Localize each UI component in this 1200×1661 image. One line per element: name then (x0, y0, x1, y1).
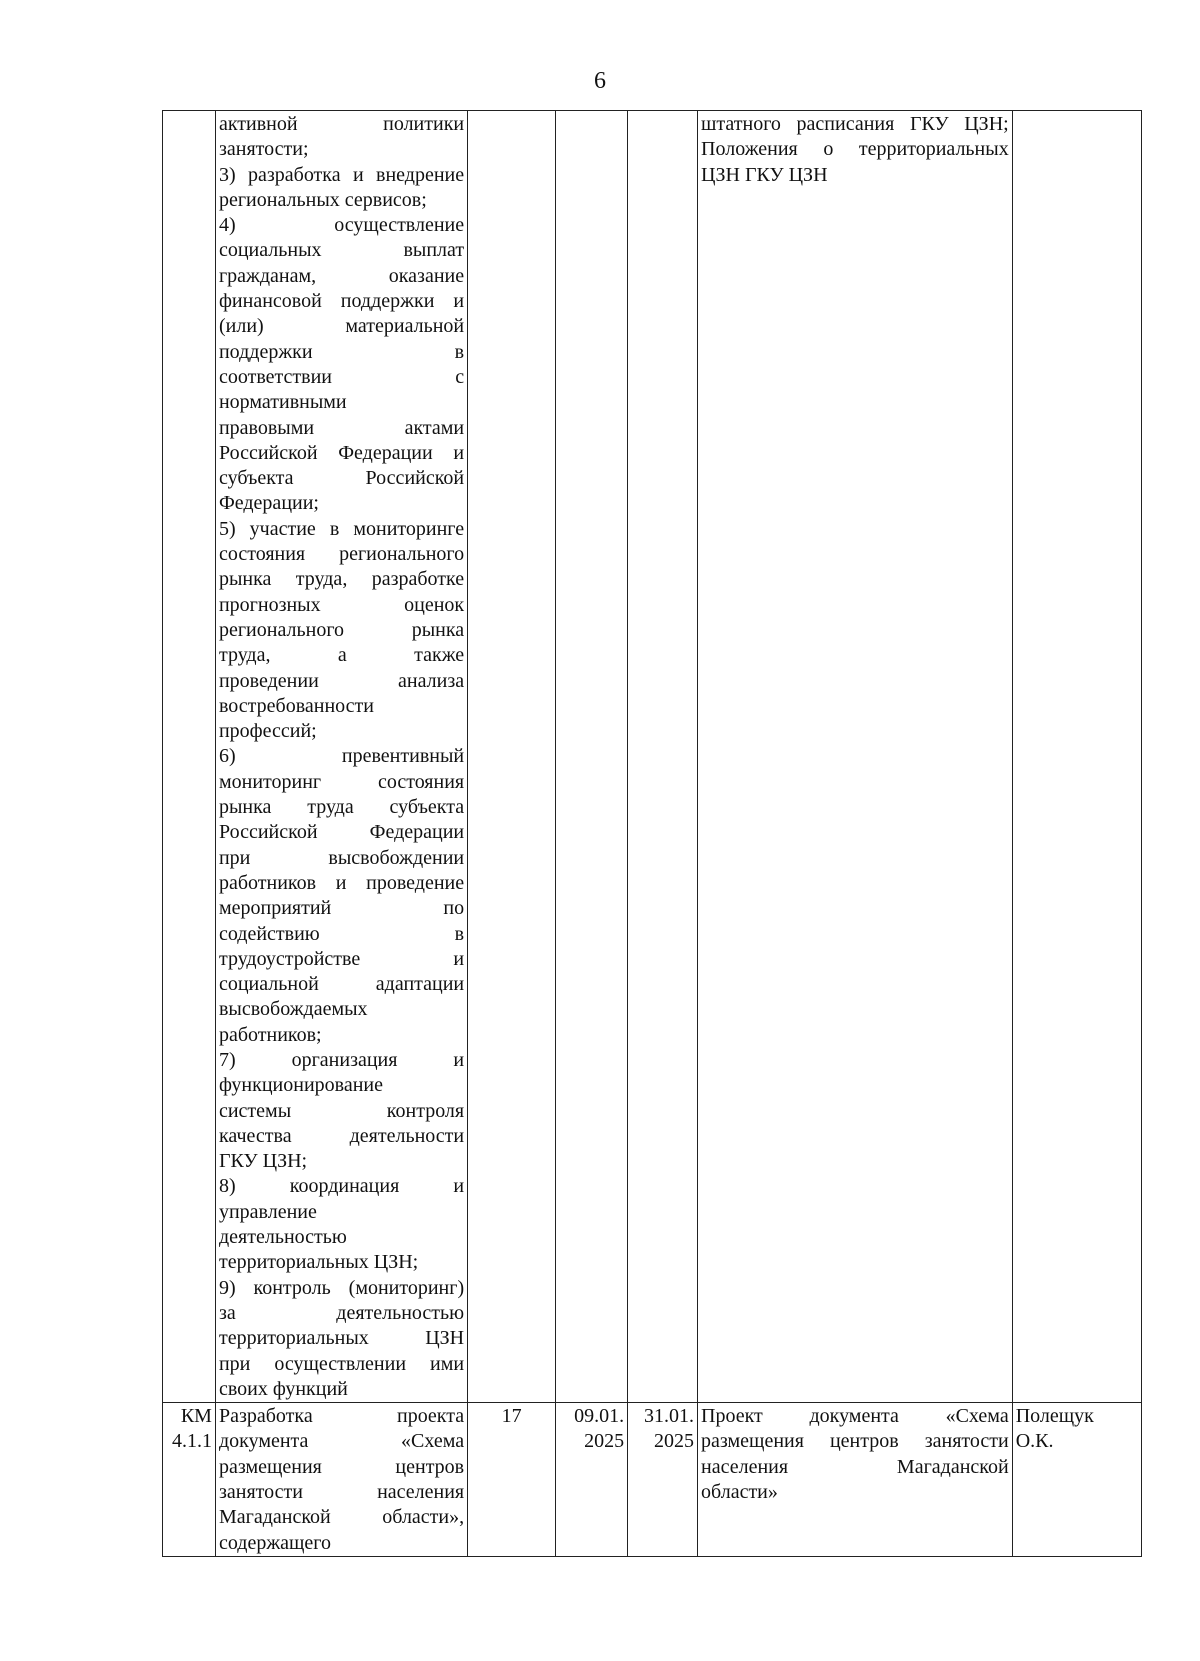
text-line: 3) разработка и внедрение (218, 163, 465, 186)
text-line: содержащего (218, 1531, 331, 1554)
row2-end-date-line: 2025 (654, 1430, 695, 1453)
text-line: поддержки в (218, 340, 465, 363)
row2-end-date-line: 31.01. (644, 1405, 695, 1428)
plan-table (162, 110, 1142, 1557)
text-line: профессий; (218, 720, 317, 743)
text-line: трудоустройстве и (218, 947, 465, 970)
text-line: социальных выплат (218, 239, 465, 262)
row1-result-cell (698, 111, 1013, 1403)
text-line: труда, а также (218, 644, 465, 667)
text-line: Магаданской области», (218, 1506, 465, 1529)
text-line: рынка труда субъекта (218, 796, 465, 819)
text-line: регионального рынка (218, 618, 465, 641)
text-line: своих функций (218, 1377, 348, 1400)
text-line: Российской Федерации и (218, 441, 465, 464)
row1-end-date-cell (628, 111, 698, 1403)
row2-start-date-cell (556, 1403, 628, 1557)
text-line: качества деятельности (218, 1124, 465, 1147)
text-line: при осуществлении ими (218, 1352, 465, 1375)
text-line: системы контроля (218, 1099, 465, 1122)
row2-description-text (219, 1404, 464, 1556)
row2-quantity-cell (468, 1403, 556, 1557)
row2-responsible-cell (1012, 1403, 1141, 1557)
text-line: области» (701, 1481, 778, 1504)
text-line: 9) контроль (мониторинг) (218, 1276, 465, 1299)
row2-responsible-line: Полещук (1015, 1405, 1094, 1428)
text-line: деятельностью (218, 1226, 347, 1249)
text-line: Положения о территориальных (701, 138, 1009, 161)
text-line: соответствии с (218, 365, 465, 388)
row2-number-line: КМ (180, 1405, 212, 1428)
text-line: Разработка проекта (218, 1405, 465, 1428)
row1-description-text (219, 112, 464, 1402)
text-line: 7) организация и (218, 1048, 465, 1071)
text-line: документа «Схема (218, 1430, 465, 1453)
text-line: Российской Федерации (218, 821, 465, 844)
page-number: 6 (594, 68, 606, 94)
text-line: мероприятий по (218, 897, 465, 920)
text-line: занятости; (218, 138, 309, 161)
text-line: занятости населения (218, 1481, 465, 1504)
row1-start-date-cell (556, 111, 628, 1403)
text-line: состояния регионального (218, 543, 465, 566)
text-line: прогнозных оценок (218, 593, 465, 616)
text-line: населения Магаданской (701, 1455, 1009, 1478)
text-line: размещения центров занятости (701, 1430, 1009, 1453)
row1-number-cell (163, 111, 216, 1403)
text-line: проведении анализа (218, 669, 465, 692)
text-line: региональных сервисов; (218, 188, 427, 211)
row1-quantity-cell (468, 111, 556, 1403)
text-line: территориальных ЦЗН (218, 1327, 465, 1350)
row1-description-cell (215, 111, 467, 1403)
row2-end-date-cell (628, 1403, 698, 1557)
row2-description-cell (215, 1403, 467, 1557)
text-line: 8) координация и (218, 1175, 465, 1198)
text-line: 5) участие в мониторинге (218, 517, 465, 540)
text-line: активной политики (218, 113, 465, 135)
text-line: правовыми актами (218, 416, 465, 439)
row2-start-date-line: 2025 (584, 1430, 625, 1453)
row2-number-cell (163, 1403, 216, 1557)
text-line: ГКУ ЦЗН; (218, 1150, 308, 1173)
text-line: при высвобождении (218, 846, 465, 869)
text-line: субъекта Российской (218, 467, 465, 490)
text-line: работников; (218, 1023, 322, 1046)
table-row (163, 1403, 1142, 1557)
row2-number-line: 4.1.1 (171, 1430, 212, 1453)
text-line: социальной адаптации (218, 973, 465, 996)
text-line: территориальных ЦЗН; (218, 1251, 419, 1274)
text-line: размещения центров (218, 1455, 465, 1478)
text-line: содействию в (218, 922, 465, 945)
row2-quantity: 17 (501, 1405, 522, 1428)
row1-result-text (701, 112, 1009, 188)
row2-result-cell (698, 1403, 1013, 1557)
text-line: штатного расписания ГКУ ЦЗН; (701, 113, 1009, 135)
row2-start-date-line: 09.01. (574, 1405, 625, 1428)
text-line: за деятельностью (218, 1301, 465, 1324)
table-row (163, 111, 1142, 1403)
text-line: Проект документа «Схема (701, 1405, 1009, 1428)
text-line: 4) осуществление (218, 214, 465, 237)
text-line: гражданам, оказание (218, 264, 465, 287)
text-line: мониторинг состояния (218, 770, 465, 793)
text-line: 6) превентивный (218, 745, 465, 768)
text-line: ЦЗН ГКУ ЦЗН (701, 163, 828, 186)
text-line: Федерации; (218, 492, 319, 515)
text-line: (или) материальной (218, 315, 465, 338)
text-line: востребованности (218, 694, 374, 717)
text-line: высвобождаемых (218, 998, 368, 1021)
text-line: рынка труда, разработке (218, 568, 465, 591)
row2-responsible-line: О.К. (1015, 1430, 1054, 1453)
text-line: работников и проведение (218, 871, 465, 894)
text-line: финансовой поддержки и (218, 290, 465, 313)
text-line: функционирование (218, 1074, 384, 1097)
text-line: управление (218, 1200, 317, 1223)
row2-result-text (701, 1404, 1009, 1505)
row1-responsible-cell (1012, 111, 1141, 1403)
text-line: нормативными (218, 391, 347, 414)
